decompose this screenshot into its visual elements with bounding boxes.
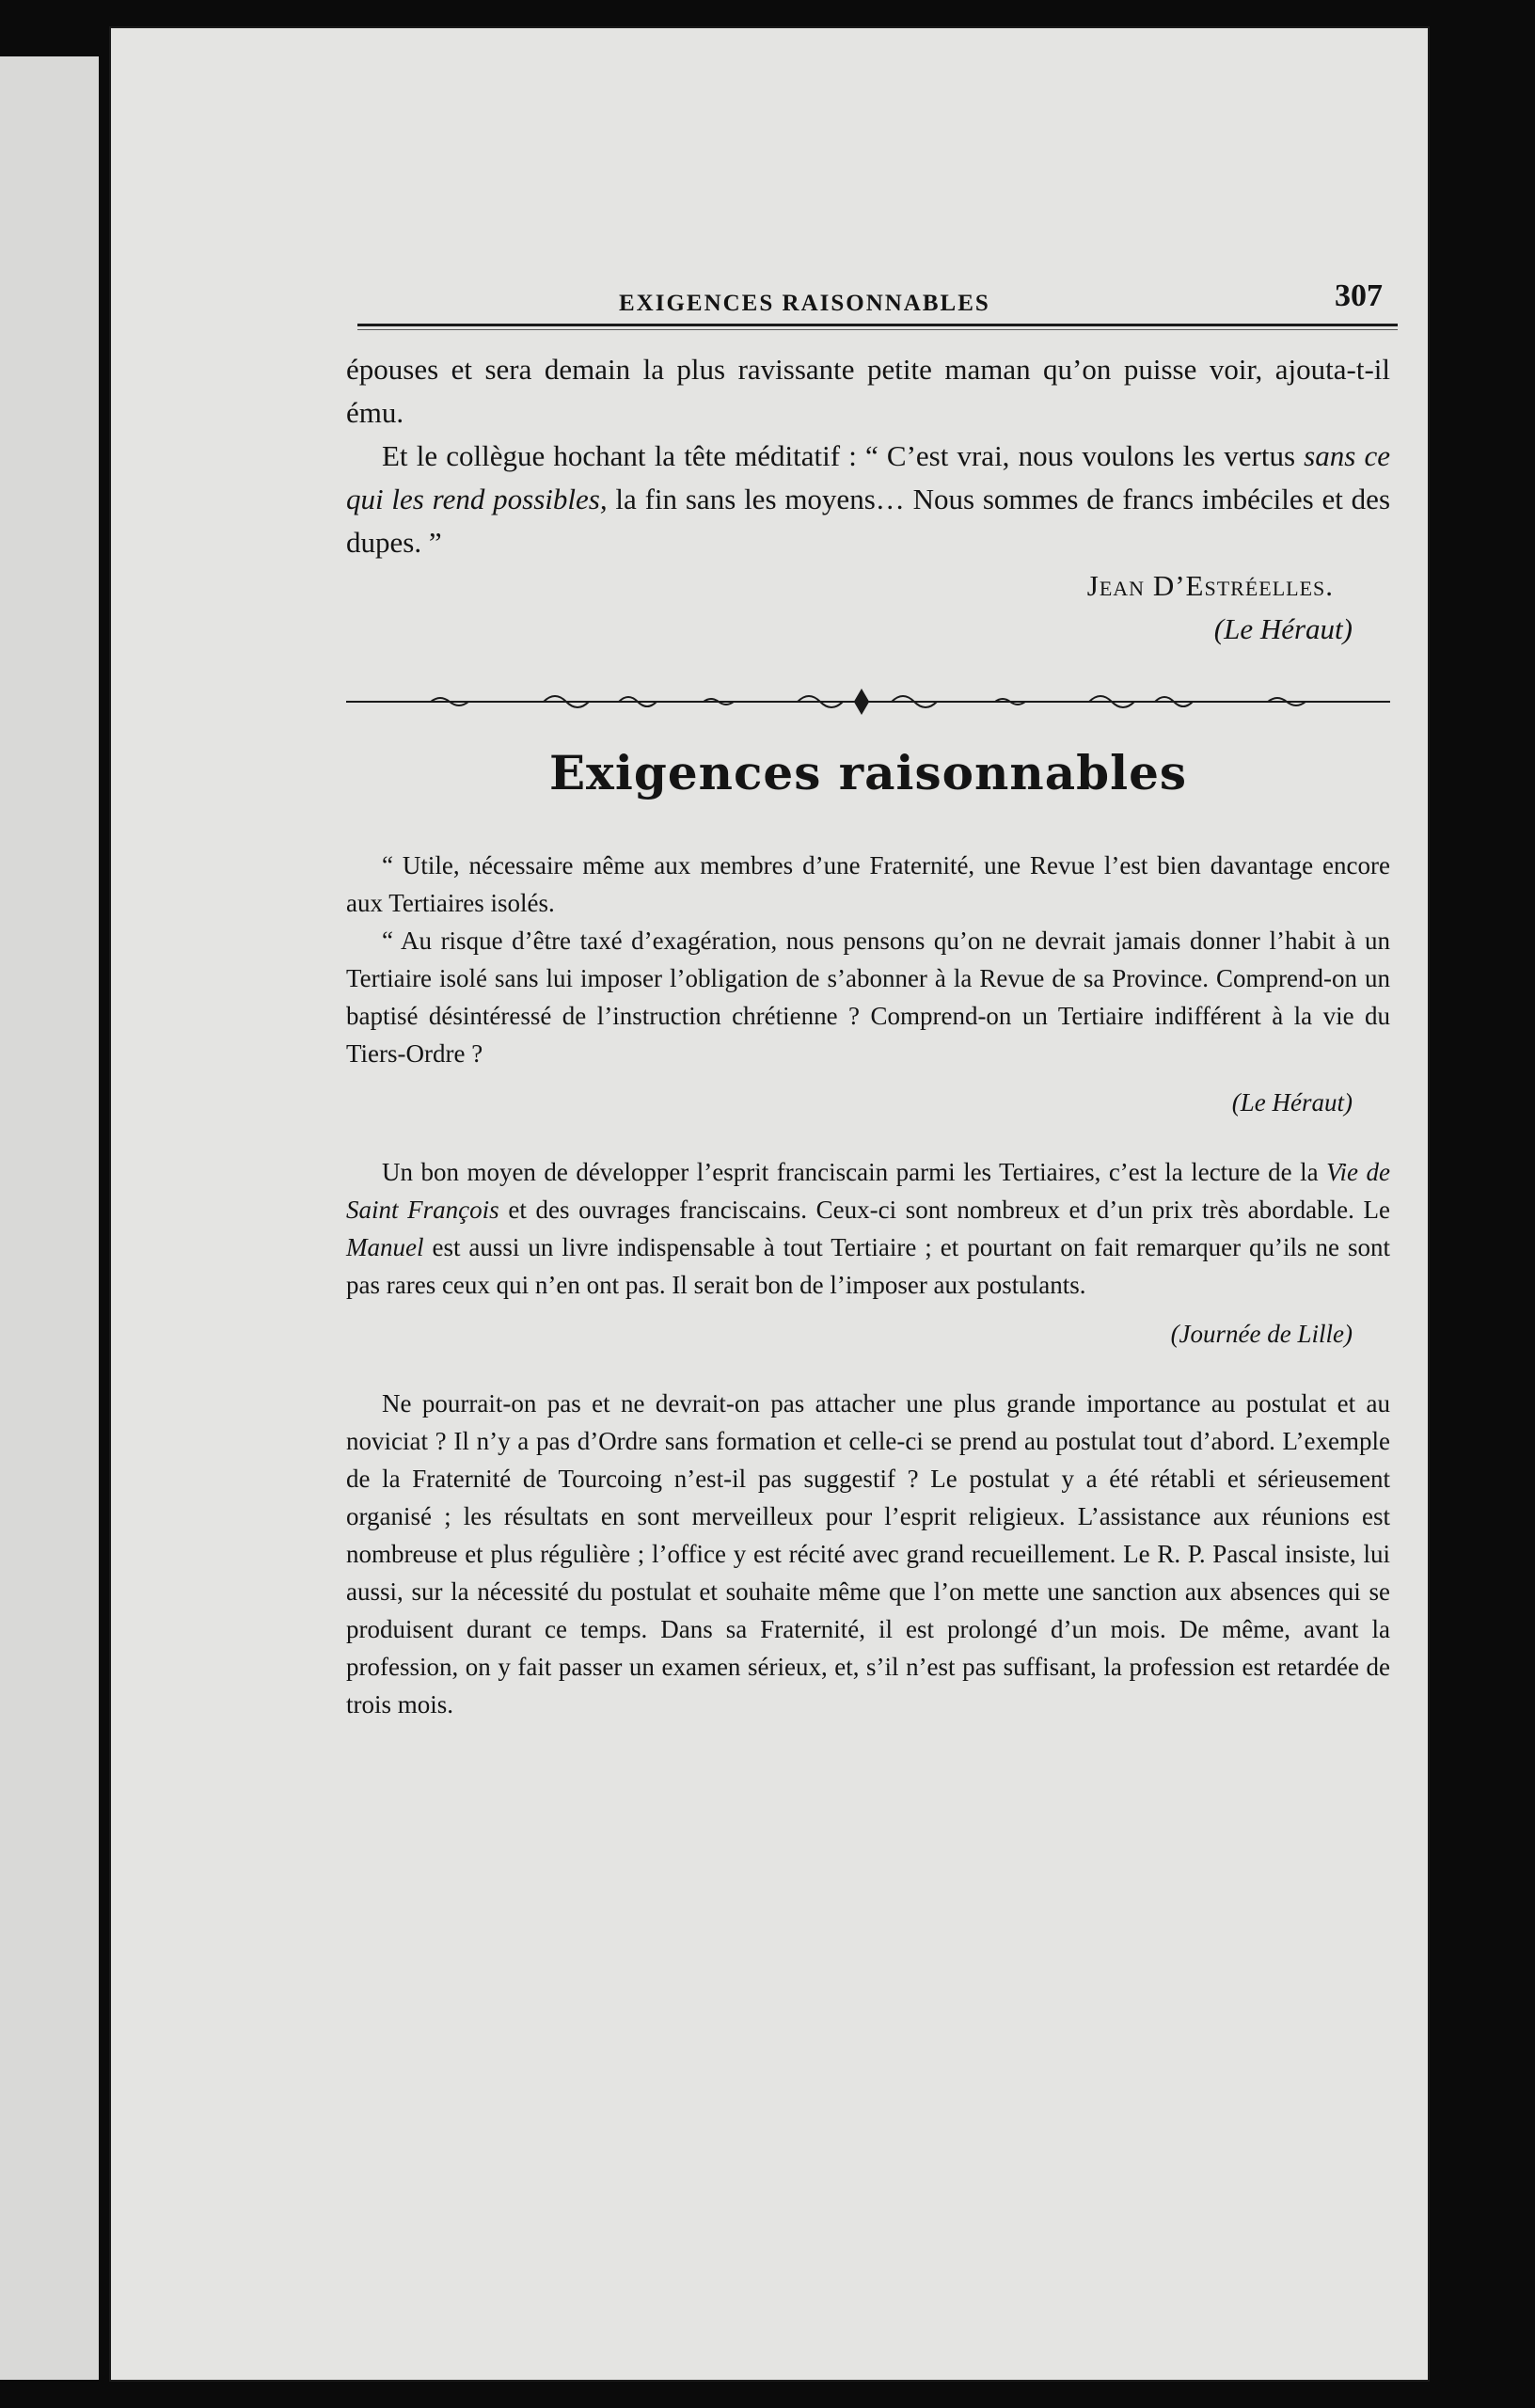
book-page: [111, 28, 1428, 2380]
paragraph-colleague: [346, 435, 1390, 564]
paragraph-continuation: épouses et sera demain la plus ravissante petite maman qu’on puisse voir, ajouta-t-il ému.: [346, 353, 1390, 429]
paragraph-2-italic-1: Vie de Saint François: [346, 1158, 1390, 1224]
quote-paragraph-1: “ Utile, nécessaire même aux membres d’une Fraternité, une Revue l’est bien davantage encore aux Tertiaires isolés.: [346, 851, 1390, 917]
paragraph-franciscan-reading: [346, 1153, 1390, 1304]
page-content: [346, 275, 1390, 1723]
paragraph-colleague-italic: sans ce qui les rend possibles,: [346, 439, 1390, 515]
quote-paragraph-2: “ Au risque d’être taxé d’exagération, nous pensons qu’on ne devrait jamais donner l’habit à un Tertiaire isolé sans lui imposer l’obligation de s’abonner à la Revue de sa Province. Comprend-on un baptisé désintéressé de l’instruction chrétienne ? Comprend-on un Tertiaire indifférent à la vie du Tiers-Ordre ?: [346, 927, 1390, 1068]
header-rule: [357, 324, 1398, 326]
paragraph-colleague-text-b: la fin sans les moyens… Nous sommes de francs imbéciles et des dupes. ”: [346, 483, 1391, 559]
adjacent-page-edge: [0, 56, 99, 2380]
section-body: [346, 847, 1390, 1723]
author-signature: Jean D’Estréelles.: [1086, 569, 1334, 602]
ornamental-divider: [346, 683, 1390, 721]
source-citation-1: (Le Héraut): [1231, 1088, 1353, 1117]
page-number: 307: [1335, 278, 1383, 313]
paragraph-2-text-a: Un bon moyen de développer l’esprit franciscain parmi les Tertiaires, c’est la lecture de la: [382, 1158, 1327, 1186]
paragraph-2-text-b: et des ouvrages franciscains. Ceux-ci sont nombreux et d’un prix très abordable. Le: [498, 1196, 1390, 1224]
section-title: Exigences raisonnables: [548, 745, 1188, 800]
paragraph-postulat: Ne pourrait-on pas et ne devrait-on pas attacher une plus grande importance au postulat et au noviciat ? Il n’y a pas d’Ordre sans formation et celle-ci se prend au postulat tout d’abord. L’exemple de la Fraternité de Tourcoing n’est-il pas suggestif ? Le postulat y a été rétabli et sérieusement organisé ; les résultats en sont merveilleux pour l’esprit religieux. L’assistance aux réunions est nombreuse et plus régulière ; l’office y est récité avec grand recueillement. Le R. P. Pascal insiste, lui aussi, sur la nécessité du postulat et souhaite même que l’on mette une sanction aux absences qui se produisent durant ce temps. Dans sa Fraternité, il est prolongé d’un mois. De même, avant la profession, on y fait passer un examen sérieux, et, s’il n’est pas suffisant, la profession est retardée de trois mois.: [346, 1389, 1390, 1719]
running-head-title: EXIGENCES RAISONNABLES: [619, 291, 990, 316]
paragraph-colleague-text-a: Et le collègue hochant la tête méditatif : “ C’est vrai, nous voulons les vertus: [382, 439, 1305, 472]
running-head: [346, 275, 1390, 331]
paragraph-2-text-c: est aussi un livre indispensable à tout Tertiaire ; et pourtant on fait remarquer qu’ils ne sont pas rares ceux qui n’en ont pas. Il serait bon de l’imposer aux postulants.: [346, 1233, 1390, 1299]
paragraph-2-italic-2: Manuel: [346, 1233, 424, 1261]
ornament-graphic: [346, 683, 1390, 721]
header-rule-thin: [357, 329, 1398, 330]
source-citation-top: (Le Héraut): [1213, 612, 1353, 645]
source-citation-2: (Journée de Lille): [1170, 1320, 1353, 1348]
